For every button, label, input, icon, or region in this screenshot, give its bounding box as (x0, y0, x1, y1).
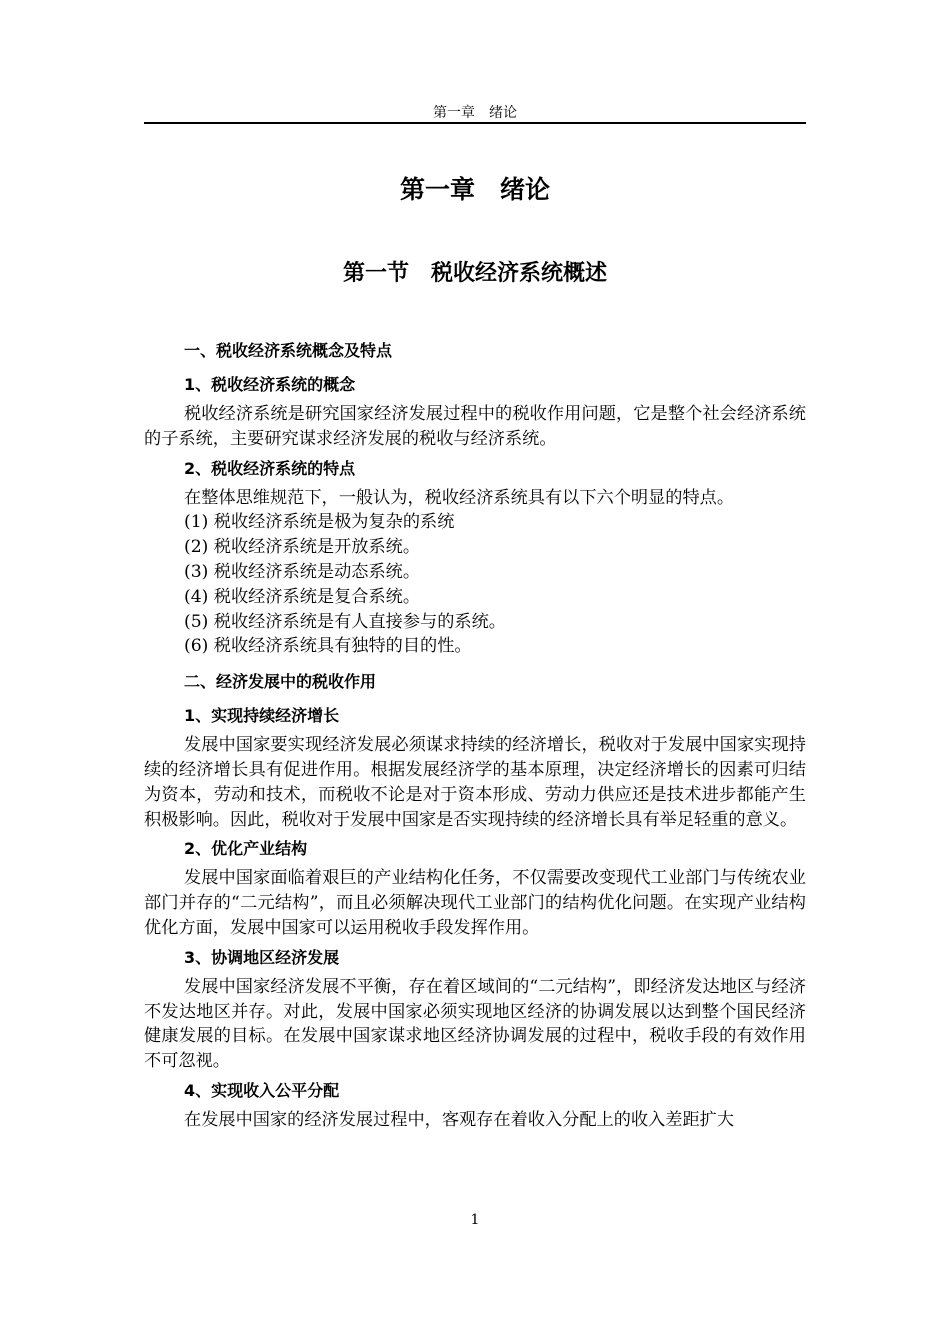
list-item: (4) 税收经济系统是复合系统。 (184, 586, 421, 607)
part2-sub4-heading: 4、实现收入公平分配 (184, 1080, 340, 1100)
part2-sub1-paragraph: 发展中国家要实现经济发展必须谋求持续的经济增长，税收对于发展中国家实现持续的经济增长具有促进作用。根据发展经济学的基本原理，决定经济增长的因素可归结为资本，劳动和技术，而税收不论是对于资本形成、劳动力供应还是技术进步都能产生积极影响。因此，税收对于发展中国家是否实现持续的经济增长具有举足轻重的意义。 (144, 735, 806, 830)
list-item: (5) 税收经济系统是有人直接参与的系统。 (184, 611, 506, 632)
part1-sub2-heading: 2、税收经济系统的特点 (184, 458, 356, 478)
feature-list (144, 510, 806, 659)
section-title: 第一节 税收经济系统概述 (342, 261, 607, 286)
list-item: (2) 税收经济系统是开放系统。 (184, 537, 421, 558)
part2-sub3-paragraph: 发展中国家经济发展不平衡，存在着区域间的“二元结构”，即经济发达地区与经济不发达地区并存。对此，发展中国家必须实现地区经济的协调发展以达到整个国民经济健康发展的目标。在发展中国家谋求地区经济协调发展的过程中，税收手段的有效作用不可忽视。 (144, 976, 806, 1072)
part2-sub4-paragraph: 在发展中国家的经济发展过程中，客观存在着收入分配上的收入差距扩大 (184, 1109, 735, 1130)
part2-sub2-paragraph: 发展中国家面临着艰巨的产业结构化任务，不仅需要改变现代工业部门与传统农业部门并存的“二元结构”，而且必须解决现代工业部门的结构优化问题。在实现产业结构优化方面，发展中国家可以运用税收手段发挥作用。 (144, 868, 806, 938)
chapter-title: 第一章 绪论 (399, 175, 550, 204)
page-number: 1 (470, 1212, 480, 1228)
header-rule (144, 122, 806, 124)
part2-sub2-heading: 2、优化产业结构 (184, 839, 308, 859)
list-item: (1) 税收经济系统是极为复杂的系统 (184, 512, 455, 533)
part1-sub2-intro: 在整体思维规范下，一般认为，税收经济系统具有以下六个明显的特点。 (184, 487, 735, 508)
list-item: (3) 税收经济系统是动态系统。 (184, 561, 421, 582)
part1-sub1-paragraph: 税收经济系统是研究国家经济发展过程中的税收作用问题，它是整个社会经济系统的子系统，主要研究谋求经济发展的税收与经济系统。 (144, 404, 806, 449)
part2-sub3-heading: 3、协调地区经济发展 (184, 947, 340, 967)
part2-heading: 二、经济发展中的税收作用 (184, 672, 377, 692)
document-body (144, 168, 806, 1137)
running-header: 第一章 绪论 (433, 105, 517, 121)
part2-sub1-heading: 1、实现持续经济增长 (184, 706, 340, 726)
list-item: (6) 税收经济系统具有独特的目的性。 (184, 636, 472, 657)
part1-heading: 一、税收经济系统概念及特点 (184, 341, 393, 360)
part1-sub1-heading: 1、税收经济系统的概念 (184, 375, 356, 394)
